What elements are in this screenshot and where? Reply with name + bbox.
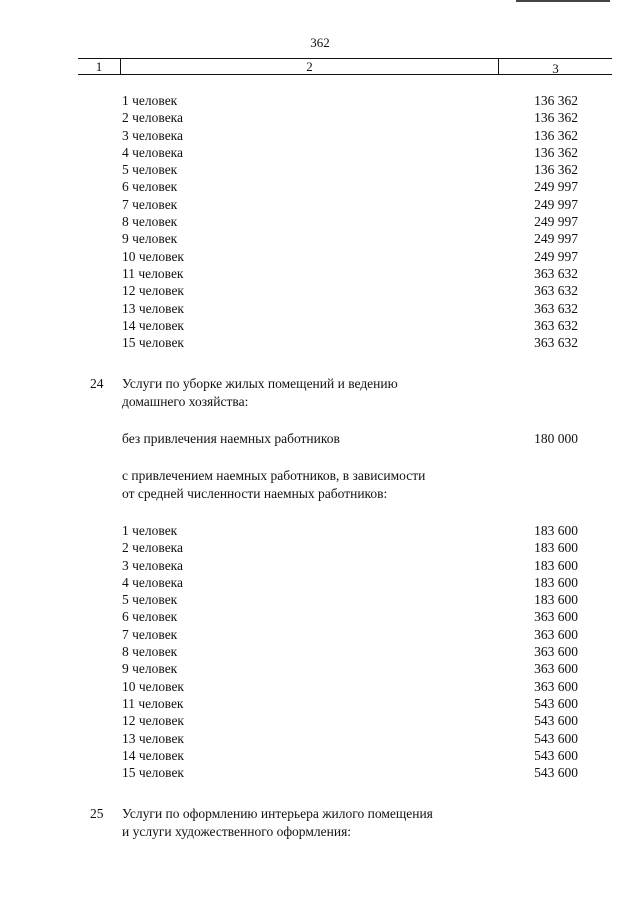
item-value: 363 600 [534,644,578,660]
item-label: 2 человека [122,110,184,126]
item-label: 11 человек [122,265,184,281]
item-value: 363 632 [534,317,578,333]
item-value: 136 362 [534,110,578,126]
item-label: 14 человек [122,317,184,333]
item-value: 136 362 [534,93,578,108]
section-title-row [0,805,640,822]
item-label: 12 человек [122,713,184,729]
section-title-continued: домашнего хозяйства: [122,393,249,409]
item-value: 543 600 [534,765,578,781]
list-item [0,591,640,608]
list-item [0,730,640,747]
list-item [0,144,640,161]
list-item [0,282,640,299]
item-label: 13 человек [122,730,184,746]
with-workers-row [0,467,640,484]
list-item [0,265,640,282]
item-value: 136 362 [534,162,578,178]
list-item [0,574,640,591]
item-label: 10 человек [122,248,184,264]
item-label: 10 человек [122,678,184,694]
item-value: 363 600 [534,609,578,625]
item-label: 5 человек [122,592,178,608]
item-value: 183 600 [534,557,578,573]
item-label: 6 человек [122,609,178,625]
item-label: 8 человек [122,214,178,230]
item-value: 183 600 [534,540,578,556]
item-value: 249 997 [534,179,578,195]
item-number: 24 [90,376,104,392]
section-title: Услуги по уборке жилых помещений и ведению [122,376,398,392]
list-item [0,300,640,317]
list-item [0,660,640,677]
list-item [0,230,640,247]
item-label: 13 человек [122,300,184,316]
list-item [0,92,640,109]
item-value: 363 632 [534,283,578,299]
item-label: 2 человека [122,540,184,556]
list-item [0,178,640,195]
item-value: 543 600 [534,713,578,729]
item-label: 1 человек [122,93,178,108]
item-label: 12 человек [122,283,184,299]
item-label: 15 человек [122,765,184,781]
list-item [0,127,640,144]
with-workers-label: с привлечением наемных работников, в зависимости [122,468,426,484]
item-value: 363 632 [534,335,578,351]
with-workers-row [0,485,640,502]
section-item-25 [0,805,640,840]
item-value: 363 632 [534,300,578,316]
no-workers-value: 180 000 [534,431,578,447]
list-item [0,334,640,351]
item-label: 5 человек [122,162,178,178]
item-value: 136 362 [534,127,578,143]
list-item [0,557,640,574]
item-label: 3 человека [122,557,184,573]
list-item [0,539,640,556]
item-value: 543 600 [534,747,578,763]
no-workers-label: без привлечения наемных работников [122,431,340,447]
list-item [0,626,640,643]
list-item [0,196,640,213]
section-title: Услуги по оформлению интерьера жилого помещения [122,806,433,822]
document-body [0,92,640,840]
item-label: 8 человек [122,644,178,660]
header-col-2: 2 [306,59,313,74]
list-item [0,747,640,764]
section-title-row [0,823,640,840]
item-value: 183 600 [534,522,578,538]
list-item [0,643,640,660]
item-number: 25 [90,806,104,822]
list-item [0,678,640,695]
header-col-1: 1 [95,59,103,74]
item-label: 4 человека [122,574,184,590]
item-label: 14 человек [122,747,184,763]
list-item [0,712,640,729]
section-title-row [0,393,640,410]
scan-mark [516,0,610,2]
item-value: 543 600 [534,730,578,746]
item-value: 543 600 [534,695,578,711]
item-label: 11 человек [122,695,184,711]
item-value: 363 600 [534,661,578,677]
item-value: 136 362 [534,144,578,160]
item-label: 7 человек [122,196,178,212]
rate-list-a [0,92,640,351]
section-item-24 [0,375,640,781]
section-title-continued: и услуги художественного оформления: [122,823,352,839]
item-label: 9 человек [122,661,178,677]
item-value: 249 997 [534,196,578,212]
item-value: 249 997 [534,231,578,247]
item-label: 1 человек [122,522,178,538]
rate-list-b [0,522,640,781]
section-title-row [0,375,640,392]
item-value: 249 997 [534,214,578,230]
with-workers-label-continued: от средней численности наемных работников: [122,485,388,501]
list-item [0,764,640,781]
item-value: 183 600 [534,574,578,590]
no-workers-row [0,430,640,447]
list-item [0,213,640,230]
item-label: 15 человек [122,335,184,351]
item-label: 6 человек [122,179,178,195]
item-value: 249 997 [534,248,578,264]
item-value: 363 600 [534,678,578,694]
item-value: 363 600 [534,626,578,642]
list-item [0,161,640,178]
list-item [0,608,640,625]
list-item [0,695,640,712]
item-label: 9 человек [122,231,178,247]
item-label: 3 человека [122,127,184,143]
list-item [0,522,640,539]
header-col-3: 3 [552,61,559,76]
item-value: 363 632 [534,265,578,281]
list-item [0,317,640,334]
page-number: 362 [310,35,330,50]
list-item [0,109,640,126]
list-item [0,248,640,265]
item-label: 7 человек [122,626,178,642]
item-label: 4 человека [122,144,184,160]
item-value: 183 600 [534,592,578,608]
table-header [78,58,612,76]
